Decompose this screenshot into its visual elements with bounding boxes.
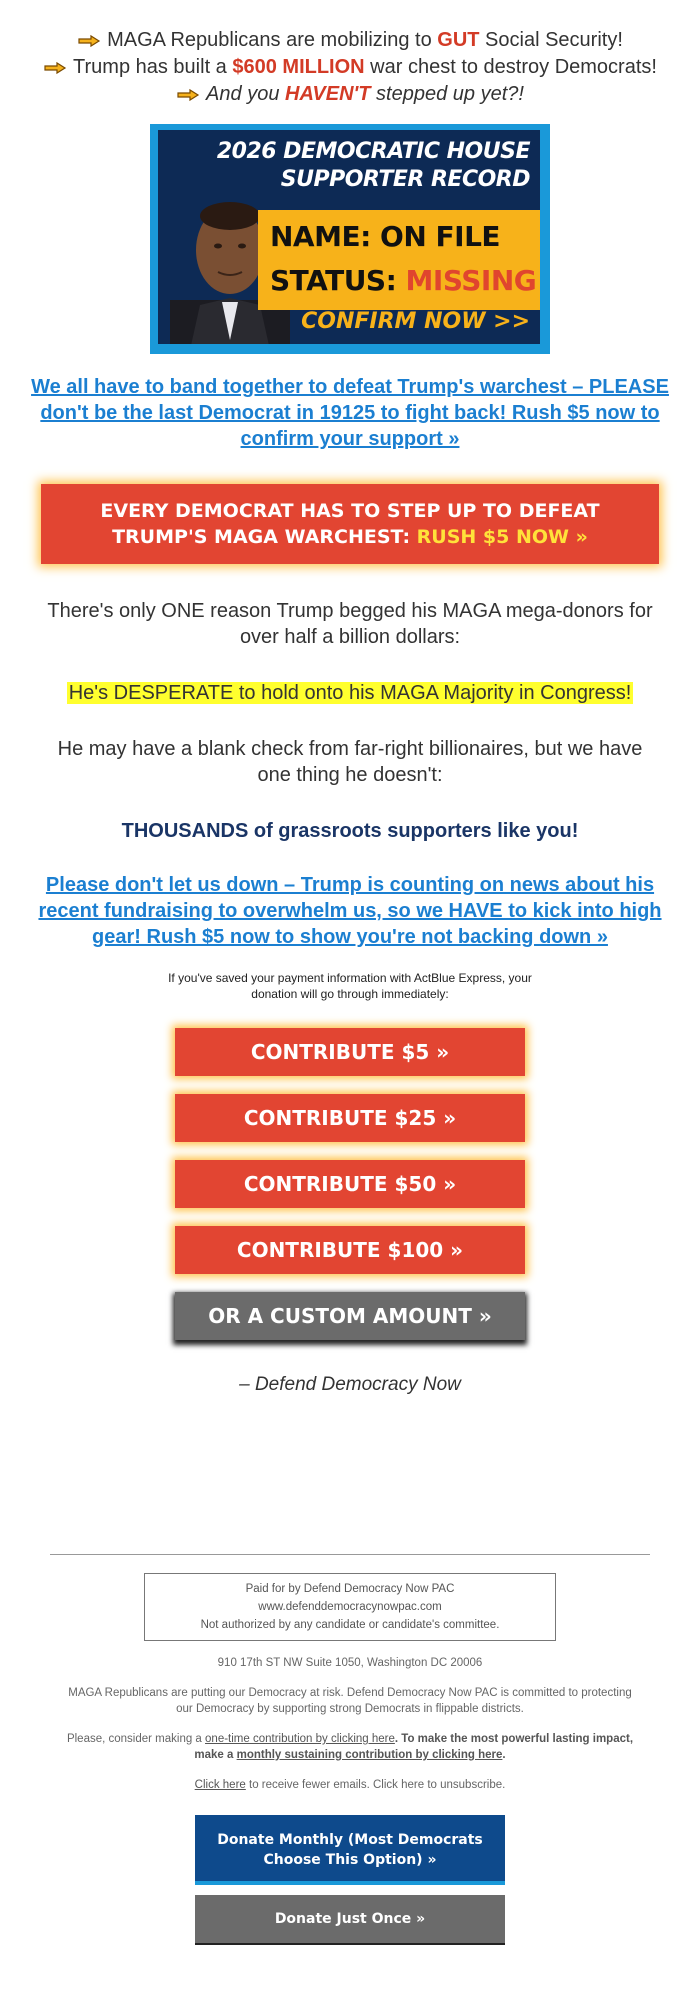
- hero-banner-image[interactable]: [150, 124, 550, 354]
- pointing-hand-icon: [176, 87, 200, 103]
- signature: – Defend Democracy Now: [239, 1374, 461, 1395]
- address: 910 17th ST NW Suite 1050, Washington DC 20006: [217, 1657, 483, 1669]
- website-link[interactable]: www.defenddemocracynowpac.com: [258, 1601, 442, 1613]
- intro-block: [0, 27, 700, 108]
- pointing-hand-icon: [43, 60, 67, 76]
- hero-title: 2026 DEMOCRATIC HOUSE SUPPORTER RECORD: [216, 139, 530, 192]
- hero-status-band: NAME: ON FILE STATUS: MISSING: [258, 210, 540, 310]
- custom-amount-button[interactable]: OR A CUSTOM AMOUNT »: [175, 1292, 525, 1340]
- mission-text: MAGA Republicans are putting our Democracy at risk. Defend Democracy Now PAC is committed to protecting our Democracy by supporting strong Democrats in flippable districts.: [68, 1687, 632, 1715]
- disclaimer-box: Paid for by Defend Democracy Now PAC www.defenddemocracynowpac.com Not authorized by any candidate or candidate's committee.: [144, 1573, 556, 1641]
- intro-line-1: MAGA Republicans are mobilizing to GUT Social Security!: [0, 27, 700, 54]
- monthly-link[interactable]: monthly sustaining contribution by clicking here: [236, 1749, 503, 1761]
- fewer-emails-link[interactable]: Click here: [194, 1779, 246, 1791]
- contribute-100-button[interactable]: CONTRIBUTE $100 »: [175, 1226, 525, 1274]
- pointing-hand-icon: [77, 33, 101, 49]
- rush-banner-button[interactable]: EVERY DEMOCRAT HAS TO STEP UP TO DEFEAT TRUMP'S MAGA WARCHEST: RUSH $5 NOW »: [41, 484, 659, 564]
- body-paragraph-3: He may have a blank check from far-right billionaires, but we have one thing he doesn't:: [57, 738, 643, 786]
- donate-once-button[interactable]: Donate Just Once »: [195, 1895, 505, 1945]
- body-emphasis: THOUSANDS of grassroots supporters like you!: [121, 820, 579, 842]
- body-highlight: He's DESPERATE to hold onto his MAGA Majority in Congress!: [68, 682, 632, 704]
- contribute-5-button[interactable]: CONTRIBUTE $5 »: [175, 1028, 525, 1076]
- contribute-50-button[interactable]: CONTRIBUTE $50 »: [175, 1160, 525, 1208]
- actblue-note: If you've saved your payment information with ActBlue Express, your donation will go through immediately:: [168, 971, 532, 1001]
- kick-into-gear-link[interactable]: Please don't let us down – Trump is counting on news about his recent fundraising to overwhelm us, so we HAVE to kick into high gear! Rush $5 now to show you're not backing down »: [38, 874, 662, 948]
- contribute-25-button[interactable]: CONTRIBUTE $25 »: [175, 1094, 525, 1142]
- body-paragraph-1: There's only ONE reason Trump begged his MAGA mega-donors for over half a billion dollars:: [47, 600, 653, 648]
- intro-line-2: Trump has built a $600 MILLION war chest to destroy Democrats!: [0, 54, 700, 81]
- contribution-links: Please, consider making a one-time contribution by clicking here. To make the most powerful lasting impact, make a monthly sustaining contribution by clicking here.: [66, 1733, 634, 1761]
- one-time-link[interactable]: one-time contribution by clicking here: [205, 1733, 395, 1745]
- donate-monthly-button[interactable]: Donate Monthly (Most Democrats Choose This Option) »: [195, 1815, 505, 1885]
- confirm-support-link[interactable]: We all have to band together to defeat Trump's warchest – PLEASE don't be the last Democrat in 19125 to fight back! Rush $5 now to confirm your support »: [31, 376, 669, 450]
- email-preferences: Click here to receive fewer emails. Click here to unsubscribe.: [194, 1779, 506, 1791]
- intro-line-3: And you HAVEN'T stepped up yet?!: [0, 81, 700, 108]
- hero-confirm-cta[interactable]: CONFIRM NOW >>: [301, 309, 530, 334]
- footer-divider: [50, 1554, 650, 1555]
